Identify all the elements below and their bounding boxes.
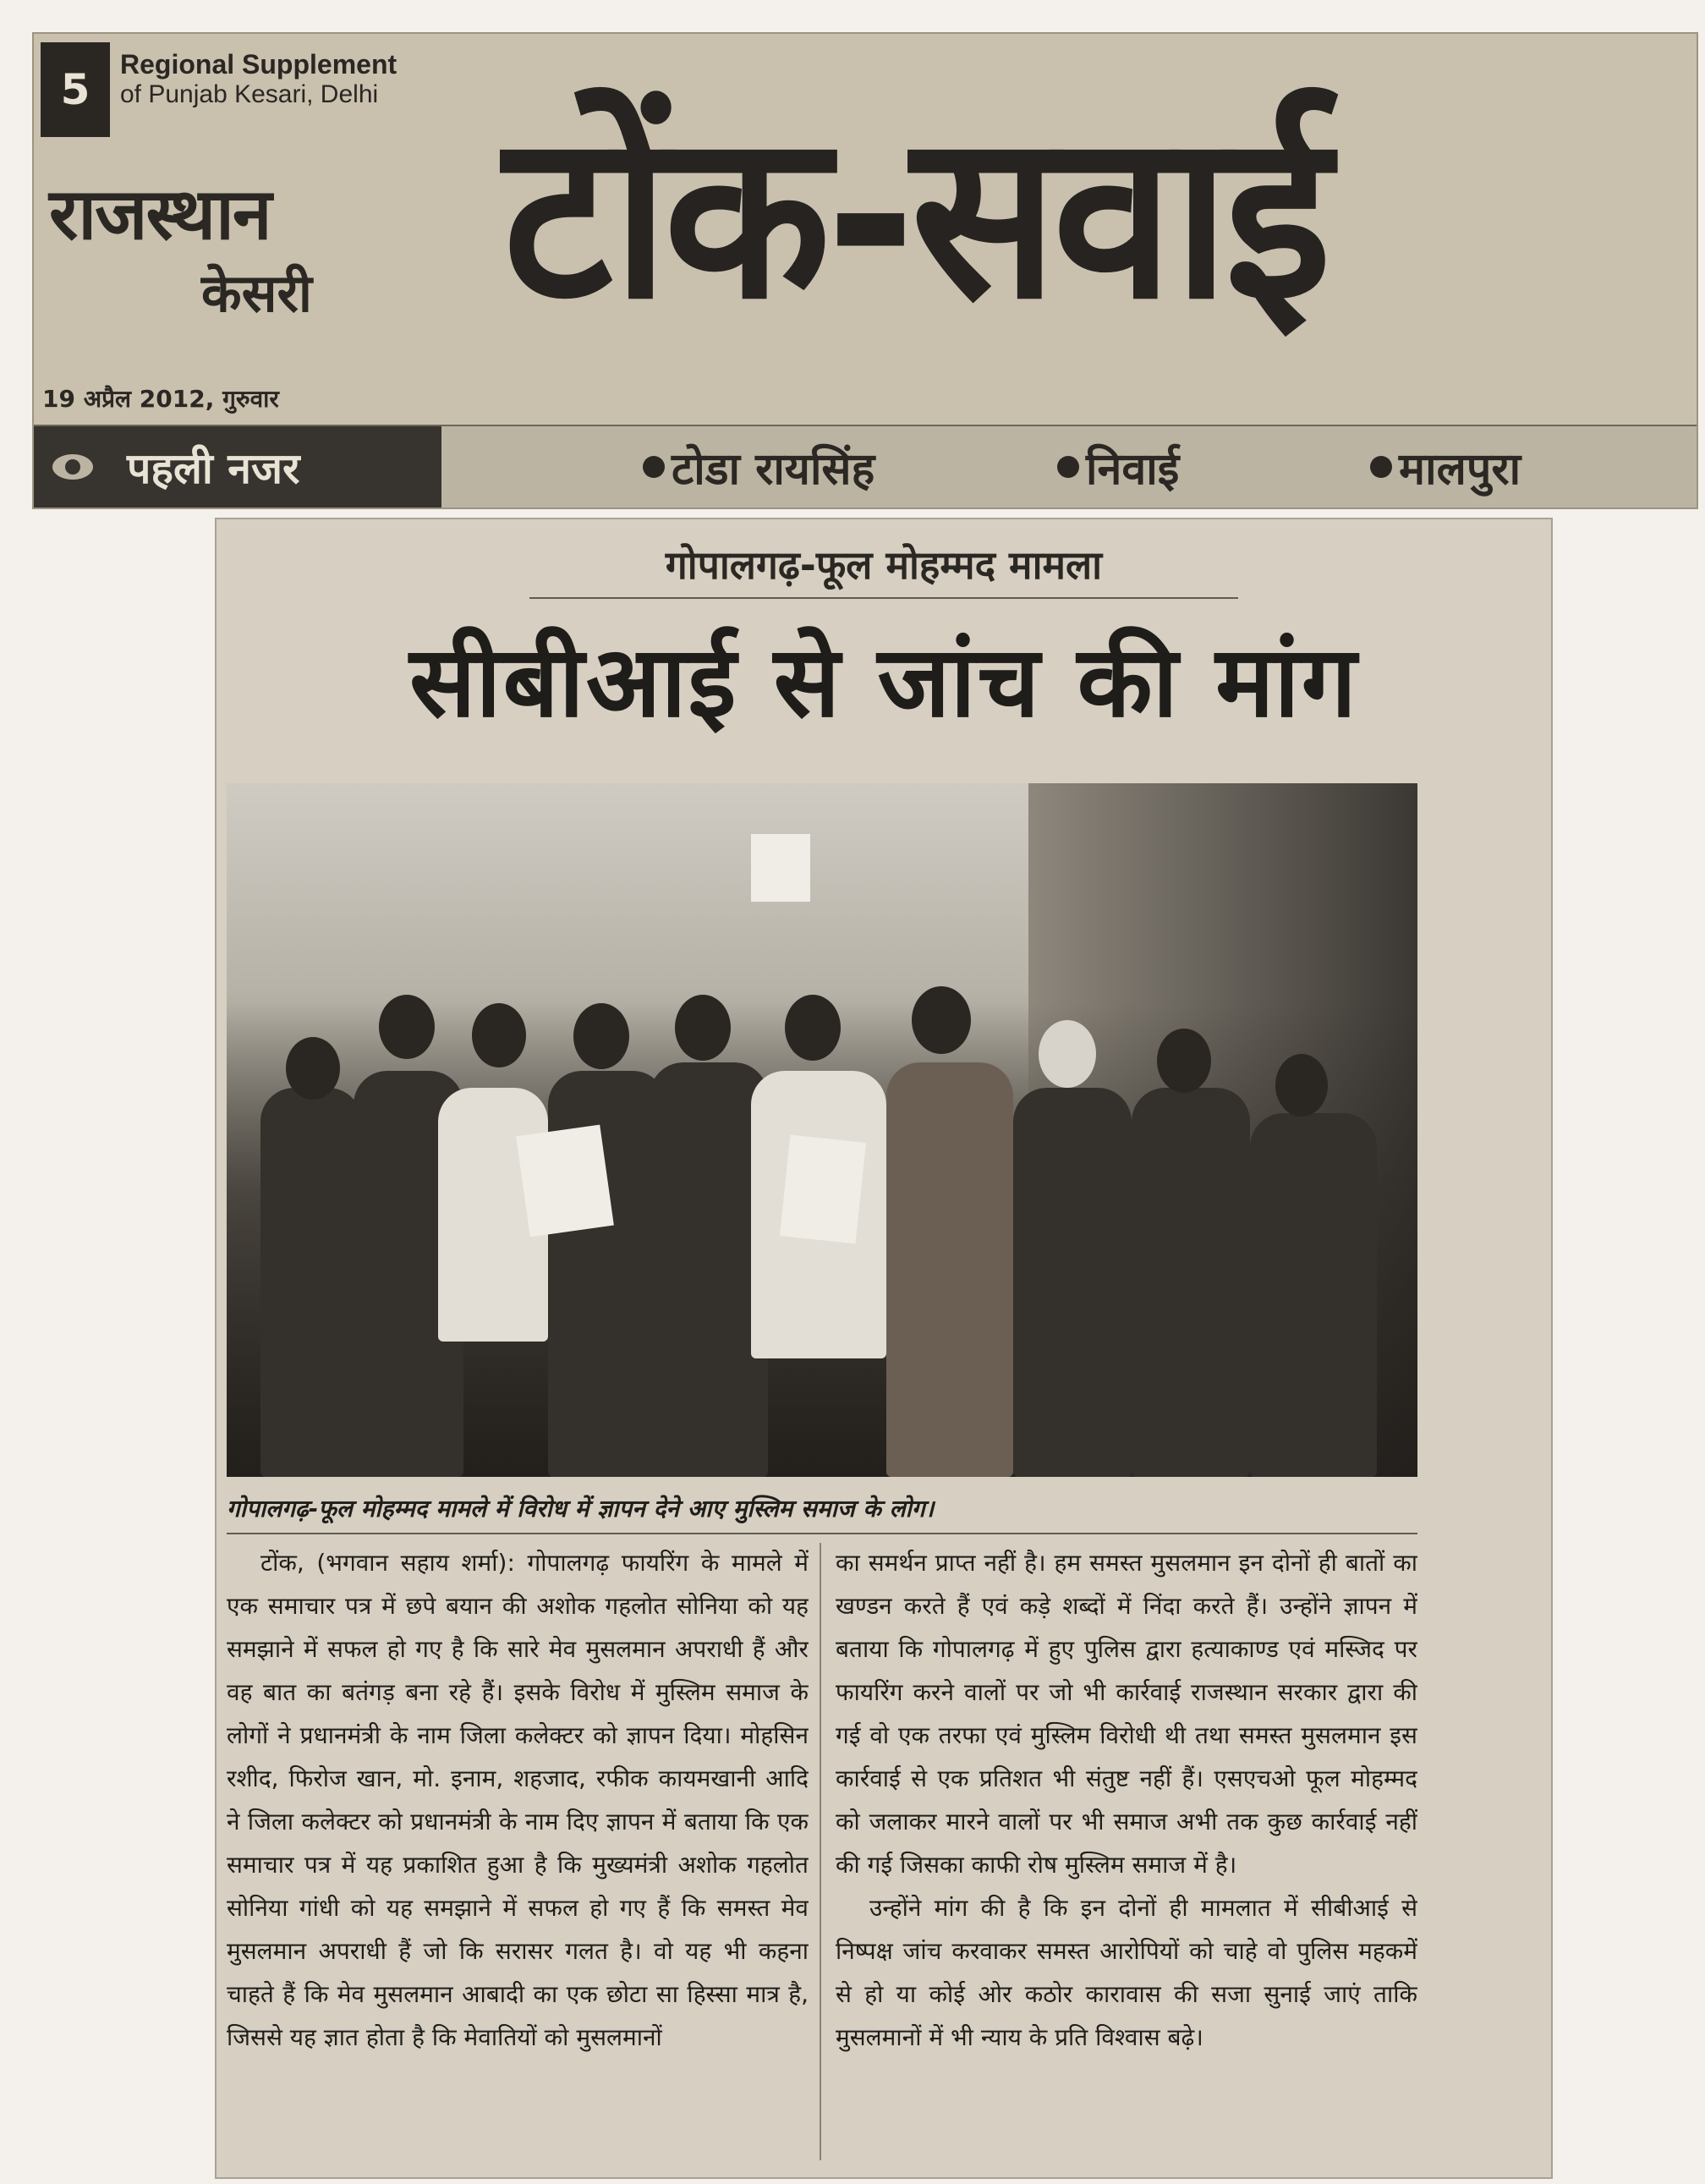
nav-item-first-look <box>34 426 441 508</box>
article-paragraph: का समर्थन प्राप्त नहीं है। हम समस्त मुसलमान इन दोनों ही बातों का खण्डन करते हैं एवं कड़े शब्दों में निंदा करते हैं। उन्होंने ज्ञापन में बताया कि गोपालगढ़ में हुए पुलिस द्वारा हत्याकाण्ड एवं मस्जिद पर फायरिंग करने वालों पर जो भी कार्रवाई राजस्थान सरकार द्वारा की गई वो एक तरफा एवं मुस्लिम विरोधी थी तथा समस्त मुसलमान इस कार्रवाई से एक प्रतिशत भी संतुष्ट नहीं हैं। एसएचओ फूल मोहम्मद को जलाकर मारने वालों पर भी समाज अभी तक कुछ कार्रवाई नहीं की गई जिसका काफी रोष मुस्लिम समाज में है। <box>836 1549 1417 1879</box>
nav-item-label: निवाई <box>1086 443 1180 495</box>
article-kicker: गोपालगढ़-फूल मोहम्मद मामला <box>665 542 1103 588</box>
brand-line-1: राजस्थान <box>49 173 271 255</box>
photo-person <box>260 1088 362 1477</box>
bullet-icon <box>643 456 665 478</box>
photo-placard <box>751 834 810 902</box>
nav-item-label: मालपुरा <box>1399 443 1521 495</box>
article-column-right <box>836 1541 1417 2167</box>
kicker-underline <box>529 597 1238 599</box>
photo-person <box>886 1062 1013 1477</box>
column-divider <box>820 1543 821 2160</box>
photo-person-head <box>472 1003 526 1067</box>
article-column-left <box>227 1541 809 2167</box>
photo-memorandum-paper <box>780 1135 866 1244</box>
eye-icon <box>52 454 93 480</box>
supplement-line-1: Regional Supplement <box>120 49 397 80</box>
section-nav-bar <box>34 425 1697 508</box>
supplement-note <box>120 49 397 109</box>
photo-person-head <box>675 995 731 1061</box>
photo-person-head <box>379 995 435 1059</box>
brand-line-2: केसरी <box>201 262 312 324</box>
photo-person-head <box>573 1003 629 1069</box>
edition-title: टोंक-सवाई <box>503 83 1327 349</box>
photo-memorandum-paper <box>516 1125 614 1237</box>
nav-item-niwai <box>1057 426 1179 508</box>
article-paragraph: उन्होंने मांग की है कि इन दोनों ही मामलात में सीबीआई से निष्पक्ष जांच करवाकर समस्त आरोपियों को चाहे वो पुलिस महकमें से हो या कोई ओर कठोर कारावास की सजा सुनाई जाएं ताकि मुसलमानों में भी न्याय के प्रति विश्वास बढ़े। <box>836 1894 1417 2051</box>
photo-person-head <box>1039 1020 1096 1088</box>
supplement-line-2: of Punjab Kesari, Delhi <box>120 80 379 108</box>
photo-person <box>1013 1088 1132 1477</box>
nav-item-label: टोडा रायसिंह <box>672 443 875 495</box>
nav-item-toda-raisingh <box>643 426 874 508</box>
bullet-icon <box>1370 456 1392 478</box>
photo-person-head <box>912 986 971 1054</box>
bullet-icon <box>1057 456 1079 478</box>
photo-person-head <box>1157 1029 1211 1093</box>
masthead <box>32 32 1698 509</box>
issue-date: 19 अप्रैल 2012, गुरुवार <box>42 385 279 413</box>
photo-caption: गोपालगढ़-फूल मोहम्मद मामले में विरोध में ज्ञापन देने आए मुस्लिम समाज के लोग। <box>227 1495 935 1523</box>
nav-item-malpura <box>1370 426 1521 508</box>
article-paragraph: टोंक, (भगवान सहाय शर्मा): गोपालगढ़ फायरिंग के मामले में एक समाचार पत्र में छपे बयान की अशोक गहलोत सोनिया को यह समझाने में सफल हो गए है कि सारे मेव मुसलमान अपराधी हैं और वह बात का बतंगड़ बना रहे हैं। इसके विरोध में मुस्लिम समाज के लोगों ने प्रधानमंत्री के नाम जिला कलेक्टर को ज्ञापन दिया। मोहसिन रशीद, फिरोज खान, मो. इनाम, शहजाद, रफीक कायमखानी आदि ने जिला कलेक्टर को प्रधानमंत्री के नाम दिए ज्ञापन में बताया कि एक समाचार पत्र में यह प्रकाशित हुआ है कि मुख्यमंत्री अशोक गहलोत सोनिया गांधी को यह समझाने में सफल हो गए हैं कि समस्त मेव मुसलमान अपराधी हैं जो कि सरासर गलत है। वो यह भी कहना चाहते हैं कि मेव मुसलमान आबादी का एक छोटा सा हिस्सा मात्र है, जिससे यह ज्ञात होता है कि मेवातियों को मुसलमानों <box>227 1549 809 2051</box>
photo-person <box>1132 1088 1250 1477</box>
photo-person-head <box>286 1037 340 1100</box>
caption-underline <box>227 1533 1417 1534</box>
protest-photo <box>227 783 1417 1477</box>
photo-person <box>1250 1113 1377 1477</box>
newspaper-brand-logo <box>49 162 312 327</box>
photo-person-head <box>1275 1054 1328 1117</box>
page-number: 5 <box>41 42 110 137</box>
photo-person-head <box>785 995 841 1061</box>
nav-item-label: पहली नजर <box>127 444 300 493</box>
article-clipping <box>215 518 1553 2179</box>
article-headline: सीबीआई से जांच की मांग <box>409 625 1358 739</box>
photo-person <box>650 1062 768 1477</box>
